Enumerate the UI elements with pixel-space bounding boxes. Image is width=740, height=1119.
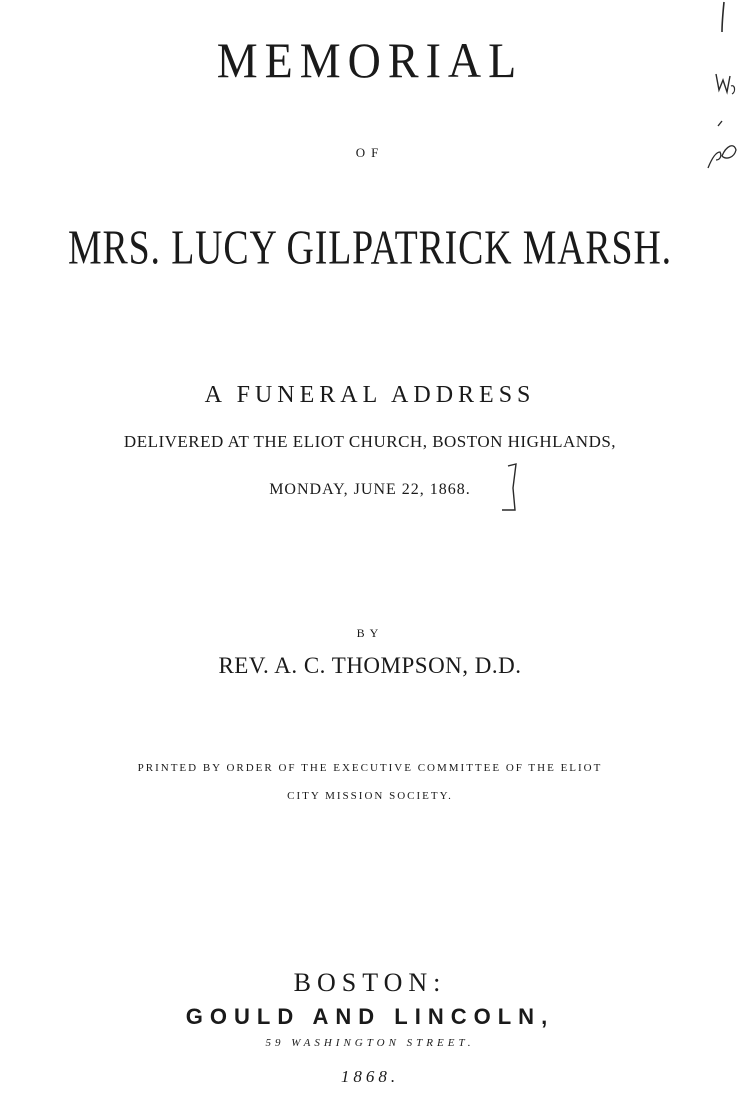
of-label: OF — [355, 145, 385, 160]
address-title: A FUNERAL ADDRESS — [204, 382, 536, 408]
subject-name: MRS. LUCY GILPATRICK MARSH. — [68, 220, 672, 275]
imprint-city: BOSTON: — [293, 968, 447, 997]
printed-line-2: CITY MISSION SOCIETY. — [287, 790, 453, 802]
main-title: MEMORIAL — [216, 32, 524, 89]
handwritten-bracket-mark — [500, 462, 524, 514]
by-label: BY — [356, 626, 384, 640]
imprint-publisher: GOULD AND LINCOLN, — [185, 1004, 555, 1029]
author-name: REV. A. C. THOMPSON, D.D. — [218, 653, 522, 678]
delivered-line: DELIVERED AT THE ELIOT CHURCH, BOSTON HIGHLANDS, — [123, 432, 617, 451]
imprint-street: 59 WASHINGTON STREET. — [265, 1037, 475, 1049]
imprint-year: 1868. — [340, 1067, 400, 1086]
date-line: MONDAY, JUNE 22, 1868. — [269, 481, 471, 498]
handwritten-margin-marks — [700, 0, 740, 180]
printed-line-1: PRINTED BY ORDER OF THE EXECUTIVE COMMITTEE OF THE ELIOT — [137, 762, 603, 774]
